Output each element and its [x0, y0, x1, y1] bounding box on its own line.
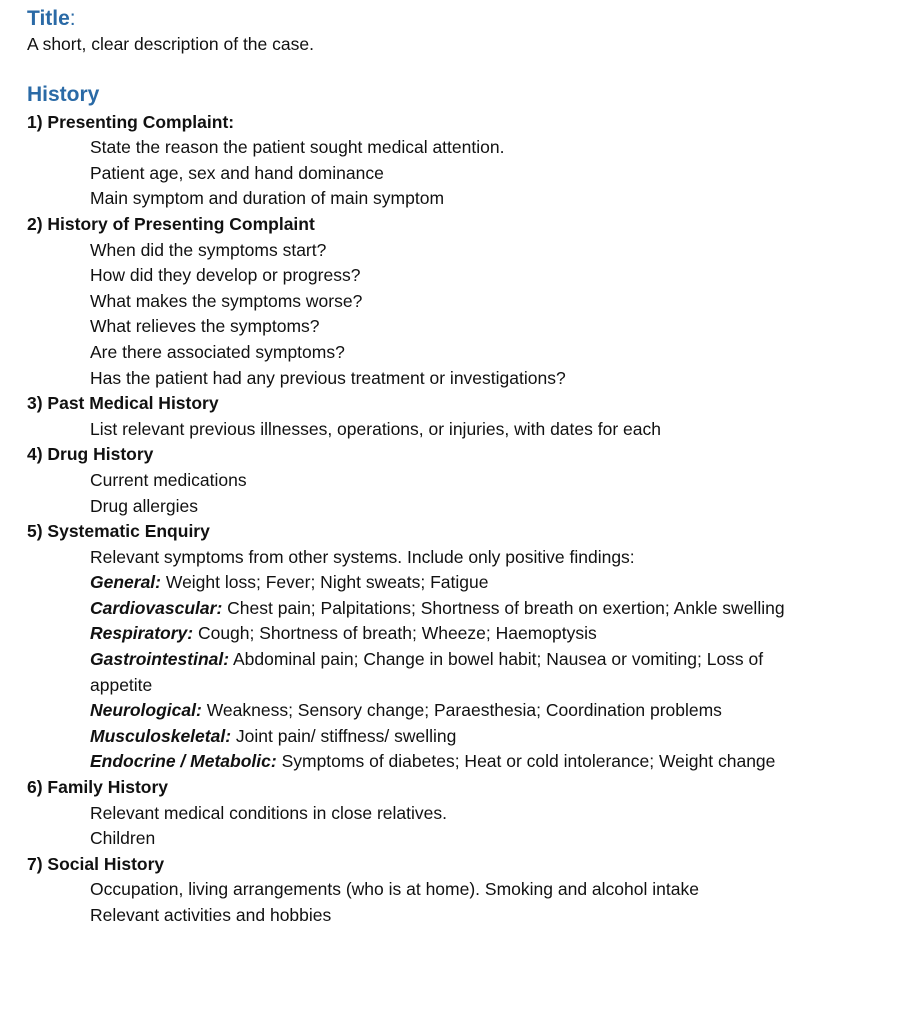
- system-general: General: Weight loss; Fever; Night sweats; Fatigue: [90, 572, 489, 593]
- section-systematic-enquiry: [27, 519, 898, 775]
- section-drug-history: [27, 442, 898, 519]
- section-heading: 7) Social History: [27, 853, 165, 874]
- title-colon: :: [69, 7, 76, 30]
- system-endocrine-metabolic: Endocrine / Metabolic: Symptoms of diabetes; Heat or cold intolerance; Weight change: [90, 751, 776, 772]
- spacer: [27, 58, 898, 80]
- list-item: Children: [90, 828, 156, 849]
- list-item: Occupation, living arrangements (who is at home). Smoking and alcohol intake: [90, 879, 699, 900]
- section-heading: 5) Systematic Enquiry: [27, 521, 210, 542]
- list-item: Patient age, sex and hand dominance: [90, 162, 384, 183]
- list-item: Has the patient had any previous treatment or investigations?: [90, 367, 566, 388]
- section-presenting-complaint: [27, 110, 898, 212]
- list-item: Main symptom and duration of main symptom: [90, 188, 445, 209]
- list-item: Relevant activities and hobbies: [90, 905, 332, 925]
- section-social-history: [27, 852, 898, 929]
- section-family-history: [27, 775, 898, 852]
- list-item: Relevant medical conditions in close relatives.: [90, 802, 447, 823]
- section-past-medical-history: [27, 391, 898, 442]
- list-item: Drug allergies: [90, 495, 198, 516]
- list-item: When did the symptoms start?: [90, 239, 327, 260]
- title-heading: [27, 6, 898, 32]
- list-item: List relevant previous illnesses, operations, or injuries, with dates for each: [90, 418, 661, 439]
- list-item: Are there associated symptoms?: [90, 341, 345, 362]
- systematic-intro: Relevant symptoms from other systems. Include only positive findings:: [90, 546, 635, 567]
- section-heading: 1) Presenting Complaint:: [27, 111, 235, 132]
- list-item: What makes the symptoms worse?: [90, 290, 363, 311]
- title-description: A short, clear description of the case.: [27, 34, 314, 54]
- section-heading: 3) Past Medical History: [27, 393, 219, 414]
- section-heading: 6) Family History: [27, 777, 169, 798]
- section-heading: 4) Drug History: [27, 444, 154, 465]
- system-cardiovascular: Cardiovascular: Chest pain; Palpitations; Shortness of breath on exertion; Ankle swelling: [90, 597, 785, 618]
- list-item: What relieves the symptoms?: [90, 316, 320, 337]
- section-heading: 2) History of Presenting Complaint: [27, 213, 315, 234]
- list-item: State the reason the patient sought medical attention.: [90, 137, 505, 158]
- system-gastrointestinal: Gastrointestinal: Abdominal pain; Change in bowel habit; Nausea or vomiting; Loss of appetite: [90, 649, 764, 695]
- section-history-presenting-complaint: [27, 212, 898, 391]
- list-item: How did they develop or progress?: [90, 265, 361, 286]
- history-heading: History: [27, 82, 100, 106]
- title-label: Title: [27, 7, 70, 30]
- system-respiratory: Respiratory: Cough; Shortness of breath; Wheeze; Haemoptysis: [90, 623, 597, 644]
- system-neurological: Neurological: Weakness; Sensory change; Paraesthesia; Coordination problems: [90, 700, 722, 721]
- system-musculoskeletal: Musculoskeletal: Joint pain/ stiffness/ swelling: [90, 725, 457, 746]
- list-item: Current medications: [90, 469, 247, 490]
